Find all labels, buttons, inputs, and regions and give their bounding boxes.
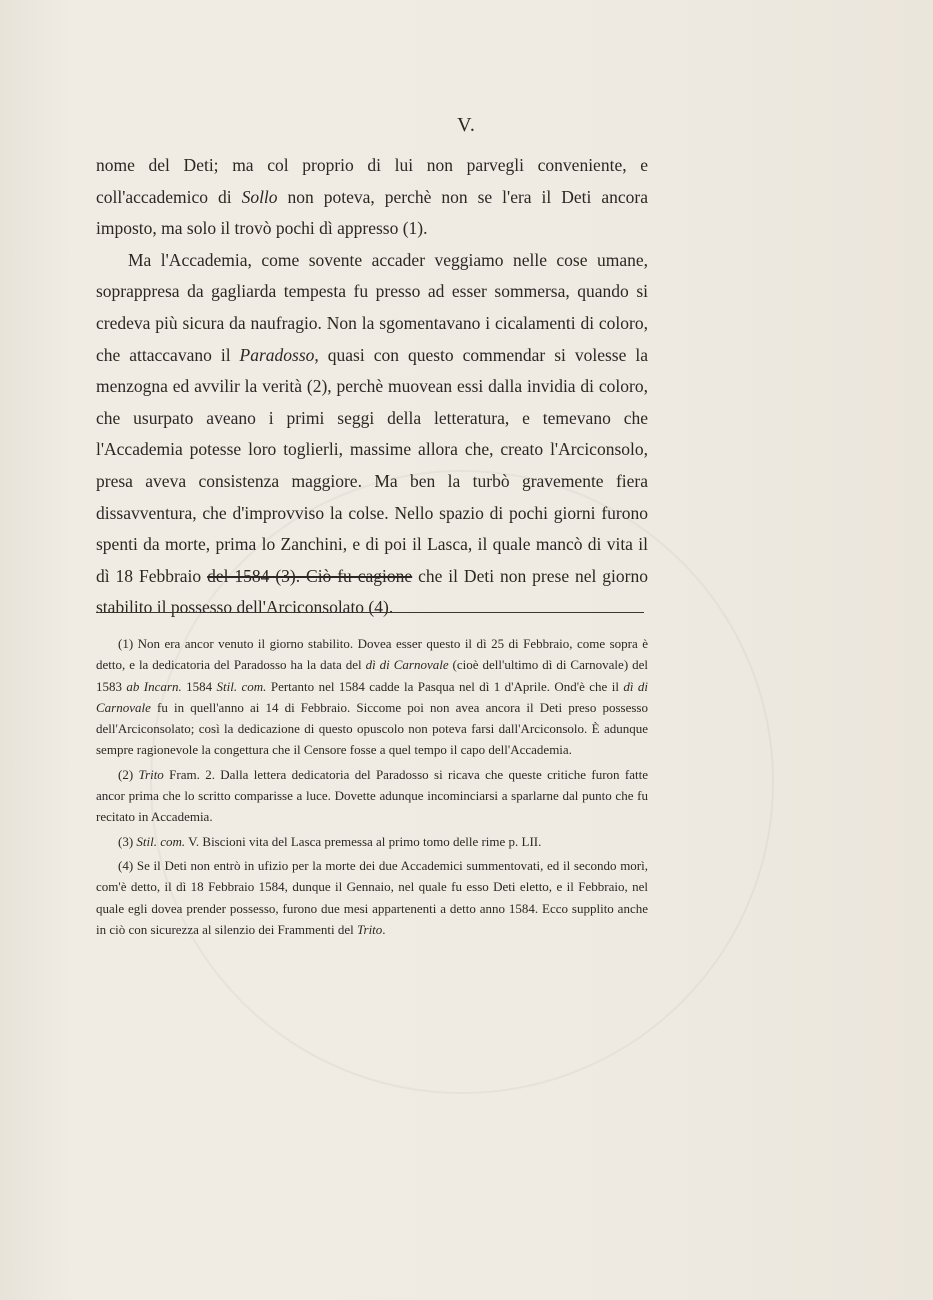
paragraph-1: nome del Deti; ma col proprio di lui non parvegli conveniente, e coll'accademico di Sollo non poteva, perchè non se l'era il Deti ancora imposto, ma solo il trovò pochi dì appresso (1).: [96, 155, 648, 239]
paragraph-2: Ma l'Accademia, come sovente accader veggiamo nelle cose umane, soprappresa da gagliarda tempesta fu presso ad esser sommersa, quando si credeva più sicura da naufragio. Non la sgomentavano i cicalamenti di coloro, che attaccavano il Paradosso, quasi con questo commendar si volesse la menzogna ed avvilir la verità (2), perchè muovean essi dalla invidia di coloro, che usurpato aveano i primi seggi della letteratura, e temevano che l'Accademia potesse loro toglierli, massime allora che, creato l'Arciconsolo, presa aveva consistenza maggiore. Ma ben la turbò gravemente fiera dissavventura, che d'improvviso la colse. Nello spazio di pochi giorni furono spenti da morte, prima lo Zanchini, e di poi il Lasca, il quale mancò di vita il dì 18 Febbraio del 1584 (3). Ciò fu cagione che il Deti non prese nel giorno stabilito il possesso dell'Arciconsolato (4).: [96, 249, 648, 618]
footnote-3: (3) Stil. com. V. Biscioni vita del Lasca premessa al primo tomo delle rime p. LII.: [118, 833, 542, 849]
footnote-1: (1) Non era ancor venuto il giorno stabilito. Dovea esser questo il dì 25 di Febbraio, come sopra è detto, e la dedicatoria del Paradosso ha la data del dì di Carnovale (cioè dell'ultimo dì di Carnovale) del 1583 ab Incarn. 1584 Stil. com. Pertanto nel 1584 cadde la Pasqua nel dì 1 d'Aprile. Ond'è che il dì di Carnovale fu in quell'anno ai 14 di Febbraio. Siccome poi non avea ancora il Deti preso possesso dell'Arciconsolato; così la dedicazione di questo opuscolo non poteva farsi dall'Arciconsolo. È adunque sempre ragionevole la congettura che il Censore fosse a quel tempo il capo dell'Accademia.: [96, 636, 648, 758]
footnote-2: (2) Trito Fram. 2. Dalla lettera dedicatoria del Paradosso si ricava che queste critiche furon fatte ancor prima che lo scritto comparisse a luce. Dovette adunque incominciarsi a sparlarne dal punto che fu recitato in Accademia.: [96, 766, 648, 825]
footnotes: [96, 633, 648, 943]
footnote-rule: [96, 612, 644, 613]
main-text: [96, 150, 648, 624]
footnote-4: (4) Se il Deti non entrò in ufizio per la morte dei due Accademici summentovati, ed il secondo morì, com'è detto, il dì 18 Febbraio 1584, dunque il Gennaio, nel quale fu esso Deti eletto, e il Febbraio, nel quale egli dovea prender possesso, furono due mesi appartenenti a detto anno 1584. Ecco supplito anche in ciò con sicurezza al silenzio dei Frammenti del Trito.: [96, 857, 648, 937]
struck-text: del 1584 (3). Ciò fu cagione: [207, 565, 413, 586]
page-number: V.: [457, 114, 476, 136]
